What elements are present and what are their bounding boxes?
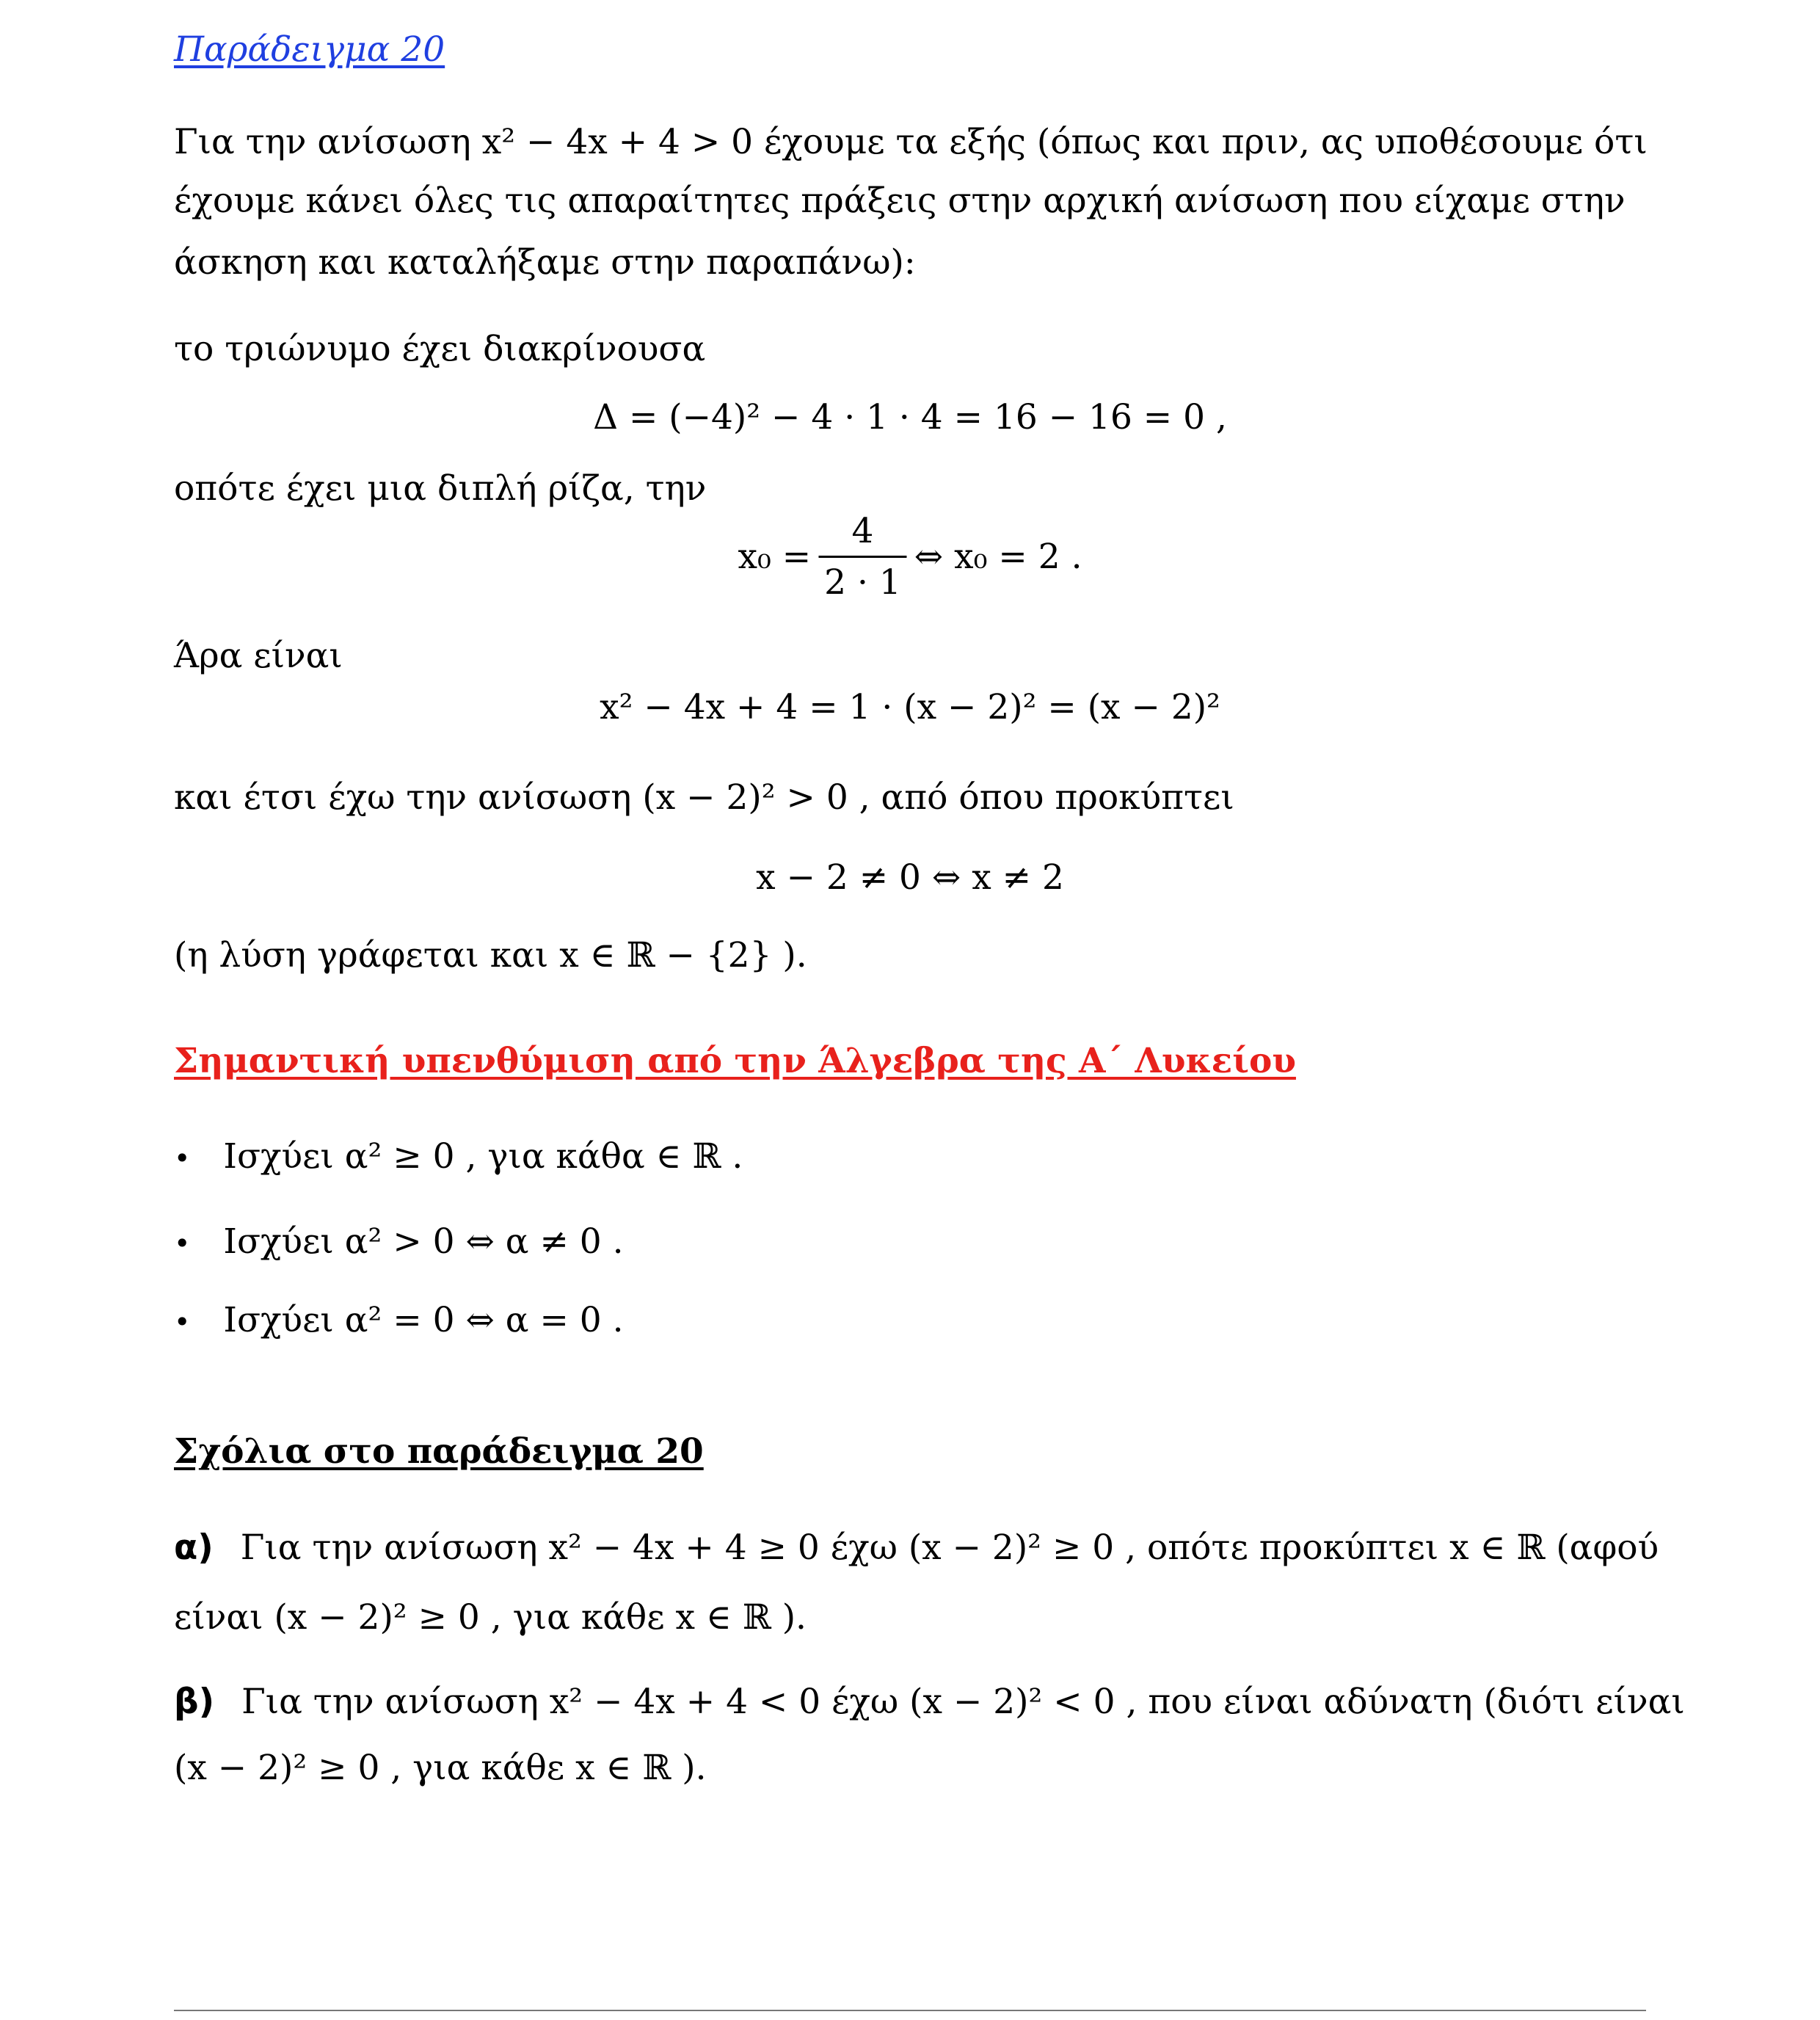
- reminder-heading: Σημαντική υπενθύμιση από την Άλγεβρα της Α΄ Λυκείου: [174, 1041, 1296, 1081]
- bullet-dot: •: [174, 1142, 191, 1174]
- not-equal-equation: x − 2 ≠ 0 ⇔ x ≠ 2: [756, 857, 1064, 898]
- root-fraction-numerator: 4: [818, 514, 907, 558]
- root-fraction-denominator: 2 · 1: [824, 562, 901, 603]
- intro-line-3: άσκηση και καταλήξαμε στην παραπάνω):: [174, 242, 916, 283]
- bullet-item-2: [174, 1221, 624, 1262]
- ara-text: Άρα είναι: [174, 636, 343, 676]
- comments-heading: Σχόλια στο παράδειγμα 20: [174, 1431, 704, 1472]
- example-title-link[interactable]: Παράδειγμα 20: [174, 29, 445, 70]
- factor-equation: x² − 4x + 4 = 1 · (x − 2)² = (x − 2)²: [600, 687, 1220, 727]
- comment-b-text-1: Για την ανίσωση x² − 4x + 4 < 0 έχω (x − 2)² < 0 , που είναι αδύνατη (διότι είναι: [241, 1682, 1685, 1722]
- bullet-item-text: Ισχύει α² = 0 ⇔ α = 0 .: [223, 1300, 624, 1340]
- bullet-item-text: Ισχύει α² > 0 ⇔ α ≠ 0 .: [223, 1221, 624, 1262]
- comment-a-label: α): [174, 1527, 214, 1568]
- bullet-dot: •: [174, 1227, 191, 1260]
- comment-a-text-1: Για την ανίσωση x² − 4x + 4 ≥ 0 έχω (x − 2)² ≥ 0 , οπότε προκύπτει x ∈ ℝ (αφού: [240, 1527, 1659, 1568]
- intro-line-1: Για την ανίσωση x² − 4x + 4 > 0 έχουμε τα εξής (όπως και πριν, ας υποθέσουμε ότι: [174, 122, 1648, 162]
- root-text: οπότε έχει μια διπλή ρίζα, την: [174, 468, 707, 509]
- root-fraction: [818, 511, 907, 603]
- footer-divider: [174, 2010, 1646, 2011]
- bullet-item-text: Ισχύει α² ≥ 0 , για κάθα ∈ ℝ .: [223, 1136, 743, 1177]
- comment-b-line-2: (x − 2)² ≥ 0 , για κάθε x ∈ ℝ ).: [174, 1748, 707, 1788]
- root-equation-lhs: x₀ =: [738, 537, 812, 577]
- discriminant-text: το τριώνυμο έχει διακρίνουσα: [174, 329, 706, 369]
- root-equation-rhs: ⇔ x₀ = 2 .: [914, 537, 1082, 577]
- solution-text: (η λύση γράφεται και x ∈ ℝ − {2} ).: [174, 935, 807, 976]
- comment-b-line-1: [174, 1682, 1685, 1722]
- intro-line-2: έχουμε κάνει όλες τις απαραίτητες πράξεις στην αρχική ανίσωση που είχαμε στην: [174, 181, 1626, 221]
- comment-a-line-2: είναι (x − 2)² ≥ 0 , για κάθε x ∈ ℝ ).: [174, 1597, 807, 1638]
- bullet-dot: •: [174, 1306, 191, 1338]
- comment-a-line-1: [174, 1527, 1659, 1568]
- comment-b-label: β): [174, 1682, 215, 1722]
- bullet-item-1: [174, 1136, 743, 1177]
- discriminant-equation: Δ = (−4)² − 4 · 1 · 4 = 16 − 16 = 0 ,: [593, 397, 1227, 437]
- root-equation: [738, 511, 1082, 603]
- bullet-item-3: [174, 1300, 624, 1340]
- inequality-text: και έτσι έχω την ανίσωση (x − 2)² > 0 , από όπου προκύπτει: [174, 777, 1234, 818]
